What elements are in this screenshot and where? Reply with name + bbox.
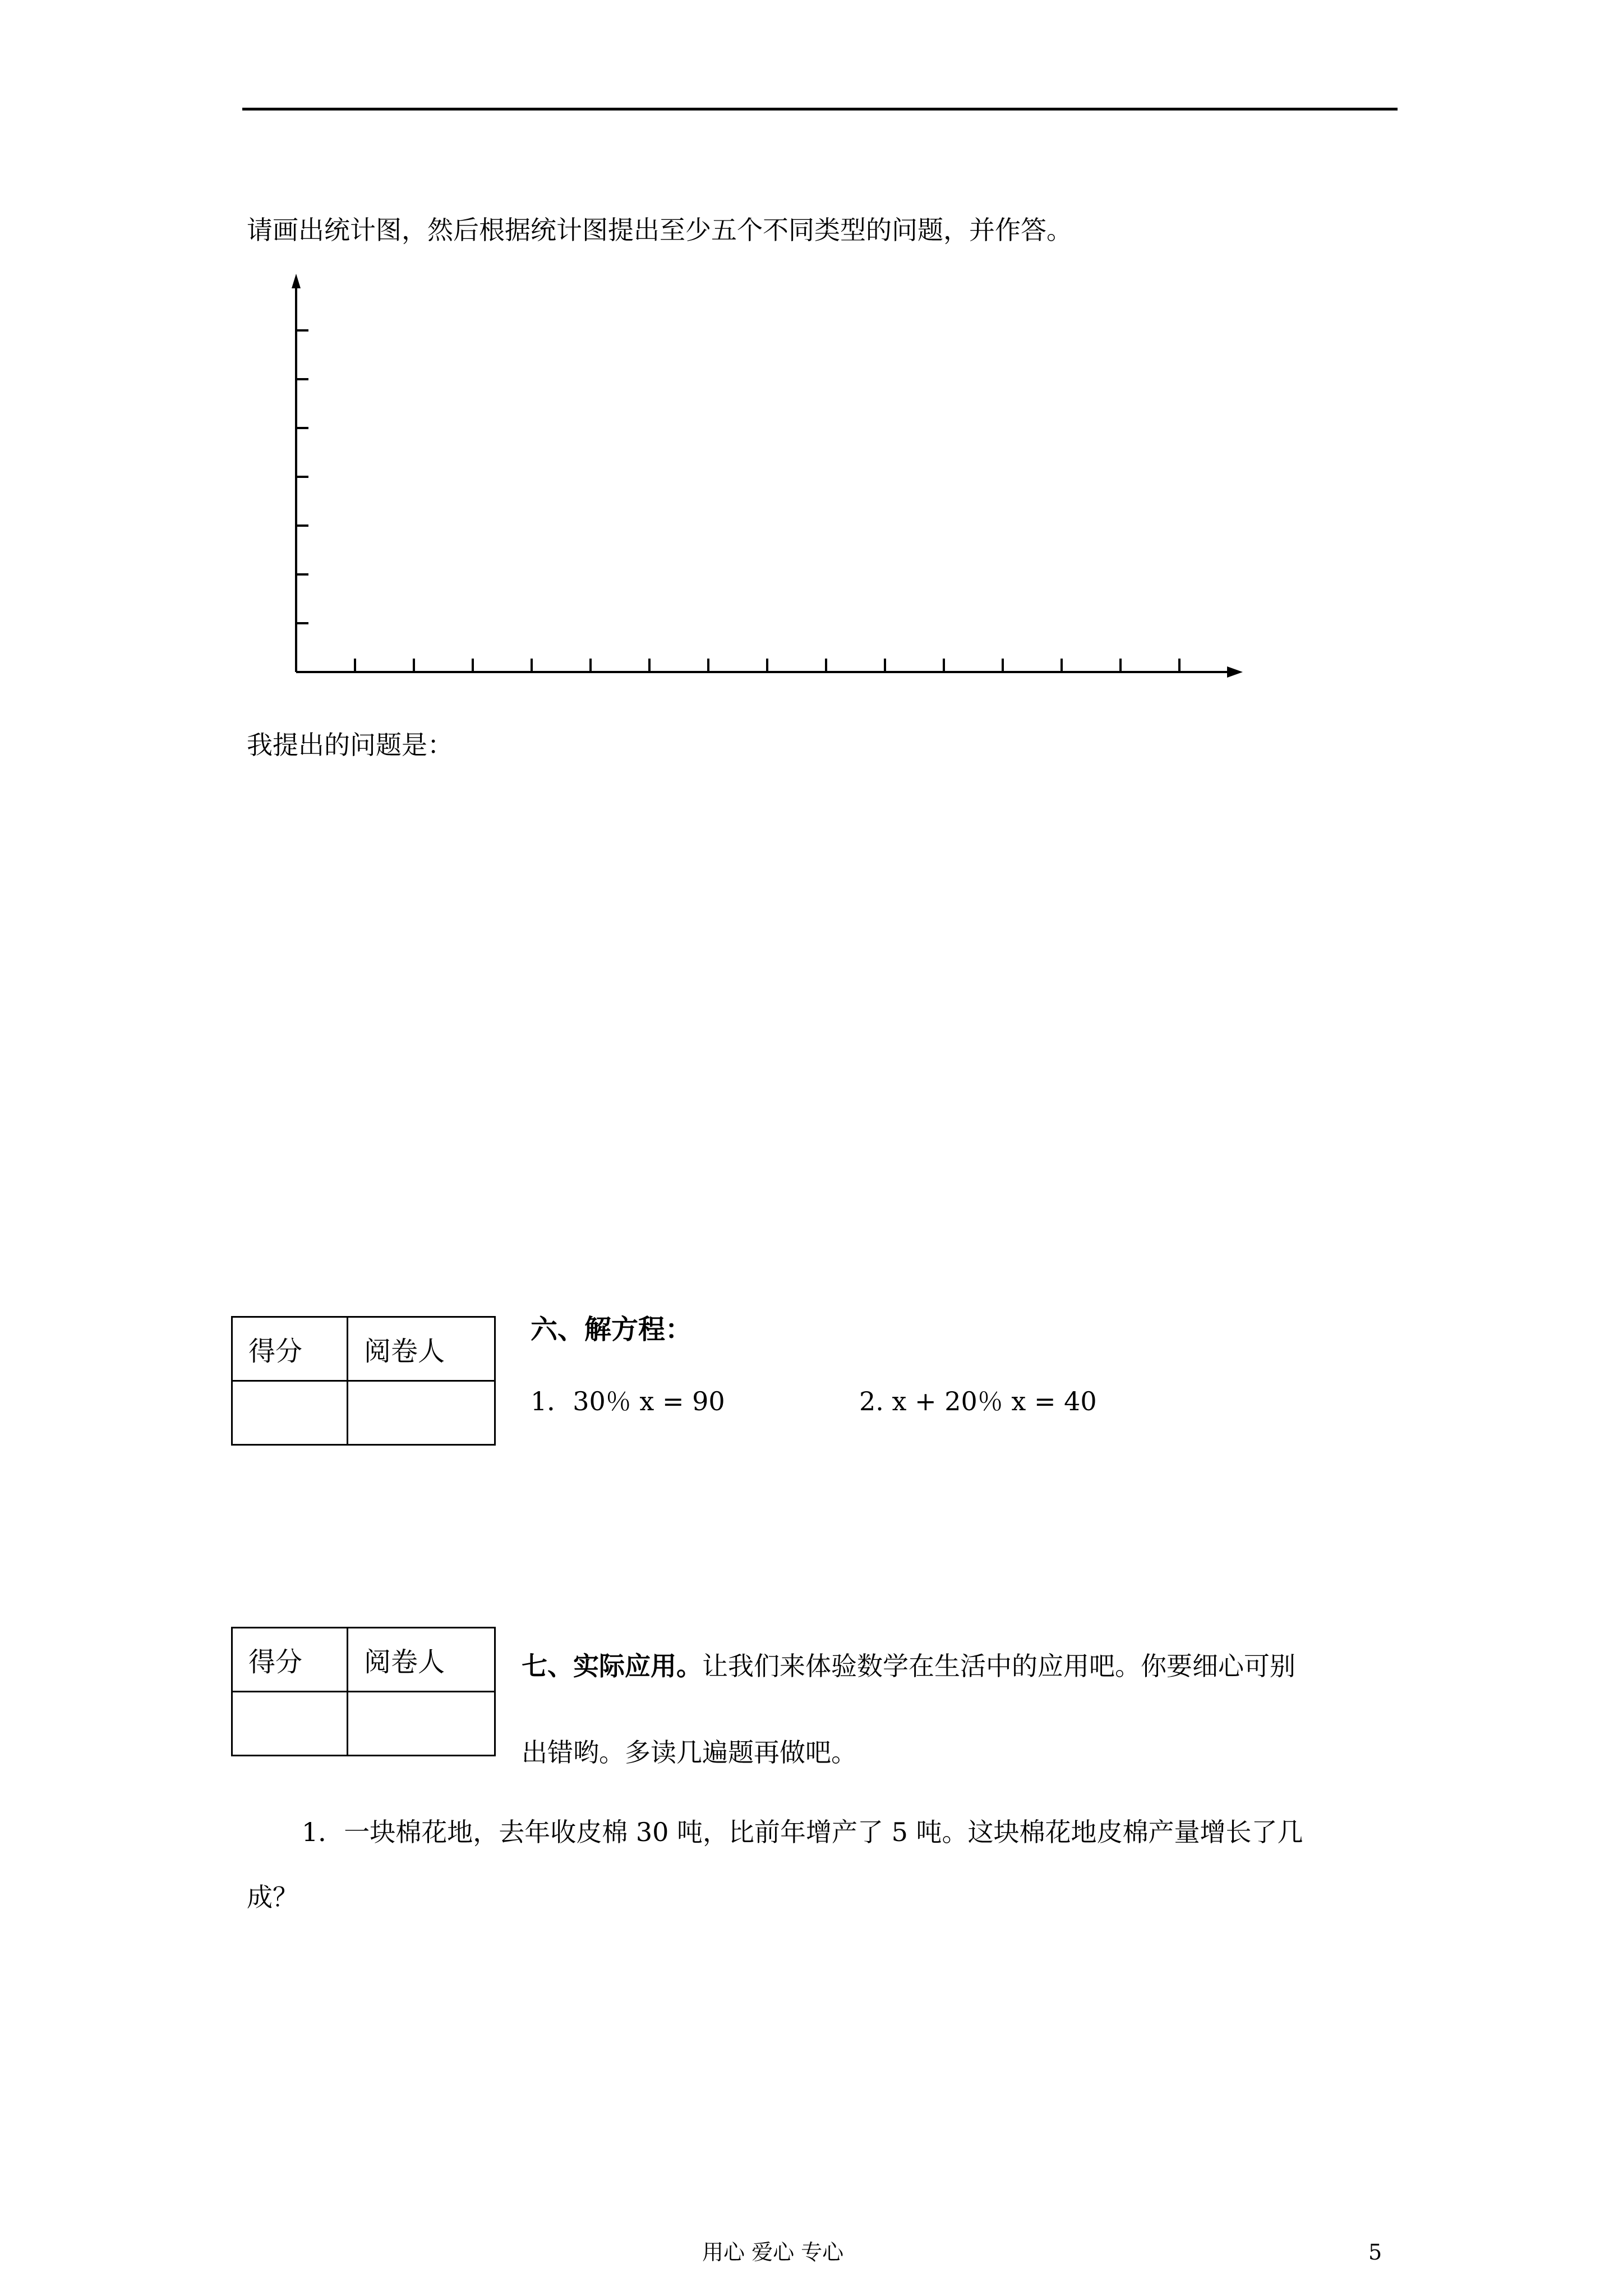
equation-2: 2. x + 20％ x = 40 <box>859 1386 1097 1416</box>
reviewer-cell[interactable] <box>348 1381 495 1445</box>
reviewer-cell[interactable] <box>348 1692 495 1756</box>
chart-instruction: 请画出统计图，然后根据统计图提出至少五个不同类型的问题，并作答。 <box>247 215 1072 245</box>
problem1-line1: 1．一块棉花地，去年收皮棉 30 吨，比前年增产了 5 吨。这块棉花地皮棉产量增长了几 <box>302 1817 1303 1847</box>
blank-chart-axes <box>280 274 1251 683</box>
section7-intro-line1: 七、实际应用。让我们来体验数学在生活中的应用吧。你要细心可别 <box>522 1651 1295 1681</box>
section7-title: 七、实际应用。 <box>522 1651 702 1681</box>
reviewer-header: 阅卷人 <box>348 1317 495 1381</box>
page-number: 5 <box>1368 2240 1382 2265</box>
x-axis-arrow <box>1227 666 1243 678</box>
y-axis-arrow <box>292 274 301 288</box>
score-table-section6 <box>231 1316 496 1446</box>
equation-1: 1．30％ x = 90 <box>531 1386 725 1416</box>
score-header: 得分 <box>232 1317 348 1381</box>
score-table-section7 <box>231 1627 496 1756</box>
footer-motto: 用心 爱心 专心 <box>702 2240 844 2265</box>
problem1-line2: 成？ <box>247 1882 298 1912</box>
section6-title: 六、解方程： <box>531 1314 693 1345</box>
section7-intro-line2: 出错哟。多读几遍题再做吧。 <box>522 1737 857 1768</box>
score-header: 得分 <box>232 1628 348 1692</box>
my-questions-label: 我提出的问题是： <box>247 730 453 760</box>
header-rule <box>242 108 1398 111</box>
score-cell[interactable] <box>232 1381 348 1445</box>
reviewer-header: 阅卷人 <box>348 1628 495 1692</box>
score-cell[interactable] <box>232 1692 348 1756</box>
